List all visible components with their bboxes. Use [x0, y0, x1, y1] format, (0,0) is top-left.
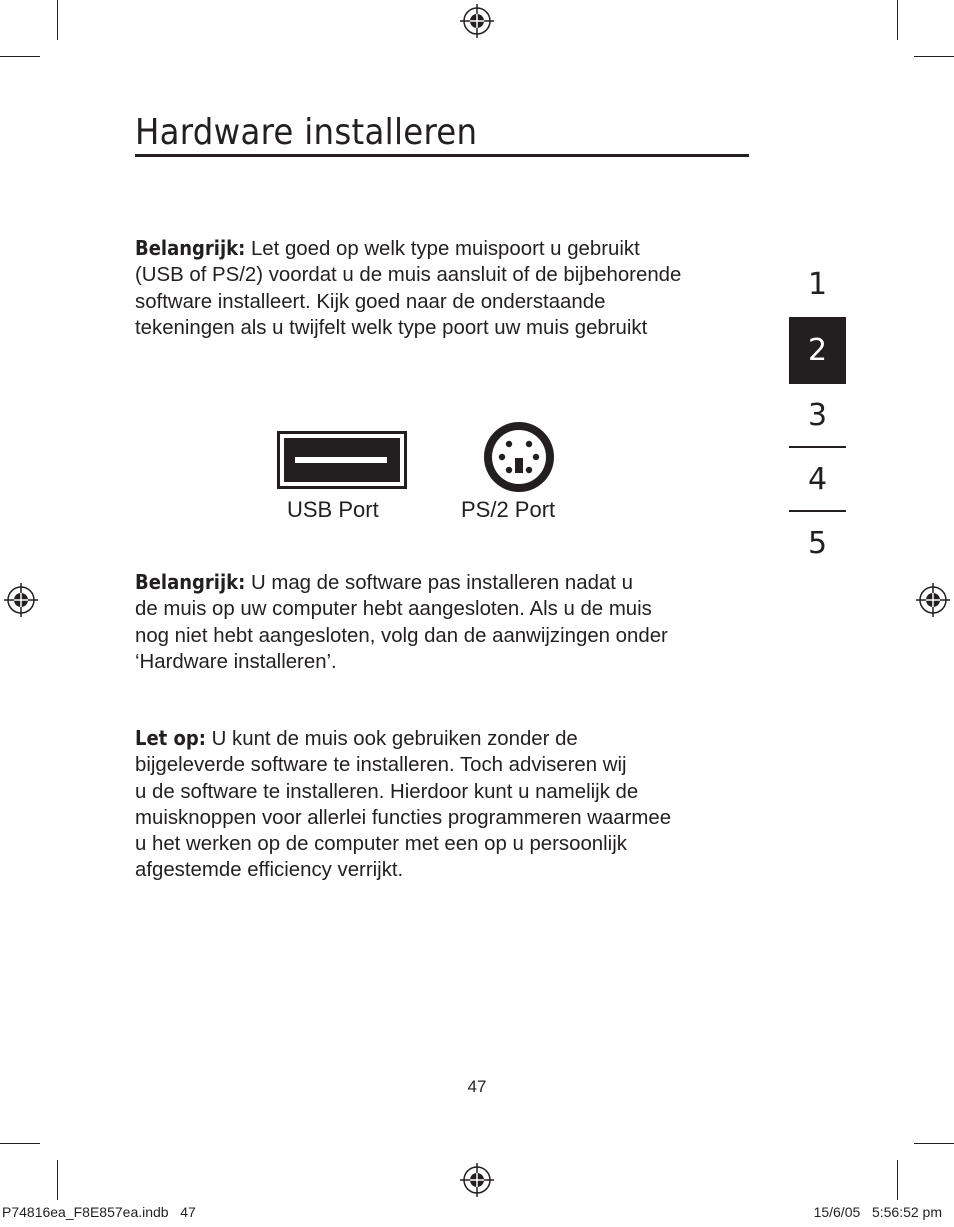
crop-mark	[897, 1160, 898, 1200]
chapter-tab-5: 5	[807, 526, 828, 561]
note-label: Let op:	[135, 726, 206, 750]
usb-port-icon	[277, 431, 407, 489]
registration-mark-icon	[460, 1163, 494, 1197]
registration-mark-icon	[4, 583, 38, 617]
chapter-tab-2: 2	[789, 317, 846, 384]
ps2-port-label: PS/2 Port	[461, 497, 556, 522]
crop-mark	[57, 0, 58, 40]
chapter-tab-1: 1	[807, 267, 828, 302]
important-note-software	[135, 569, 755, 675]
crop-mark	[914, 1143, 954, 1144]
ps2-port-icon	[483, 421, 555, 493]
print-slug-date: 15/6/05 5:56:52 pm	[813, 1204, 942, 1220]
registration-mark-icon	[460, 4, 494, 38]
page-number: 47	[467, 1077, 487, 1096]
note-text: Let goed op welk type muispoort u gebruikt (USB of PS/2) voordat u de muis aansluit of de bijbehorende software installeert. Kijk goed naar de onderstaande tekeningen als u twijfelt welk type poort uw muis gebruikt	[135, 238, 682, 339]
page-title: Hardware installeren	[135, 112, 749, 157]
chapter-tab-3: 3	[789, 384, 846, 448]
chapter-nav	[789, 253, 846, 576]
crop-mark	[0, 56, 40, 57]
print-slug-file: P74816ea_F8E857ea.indb 47	[2, 1204, 196, 1220]
usb-port-label: USB Port	[287, 497, 379, 522]
note-label: Belangrijk:	[135, 570, 246, 594]
crop-mark	[57, 1160, 58, 1200]
chapter-tab-4: 4	[789, 448, 846, 512]
note-text: U kunt de muis ook gebruiken zonder de bijgeleverde software te installeren. Toch adviseren wij u de software te installeren. Hierdoor kunt u namelijk de muisknoppen voor allerlei functies programmeren waarmee u het werken op de computer met een op u persoonlijk afgestemde efficiency verrijkt.	[135, 728, 672, 882]
important-note-port	[135, 235, 755, 341]
note-label: Belangrijk:	[135, 236, 246, 260]
crop-mark	[897, 0, 898, 40]
registration-mark-icon	[916, 583, 950, 617]
note-optional-software	[135, 725, 755, 884]
crop-mark	[914, 56, 954, 57]
crop-mark	[0, 1143, 40, 1144]
note-text: U mag de software pas installeren nadat u de muis op uw computer hebt aangesloten. Als u de muis nog niet hebt aangesloten, volg dan de aanwijzingen onder ‘Hardware installeren’.	[135, 572, 668, 673]
